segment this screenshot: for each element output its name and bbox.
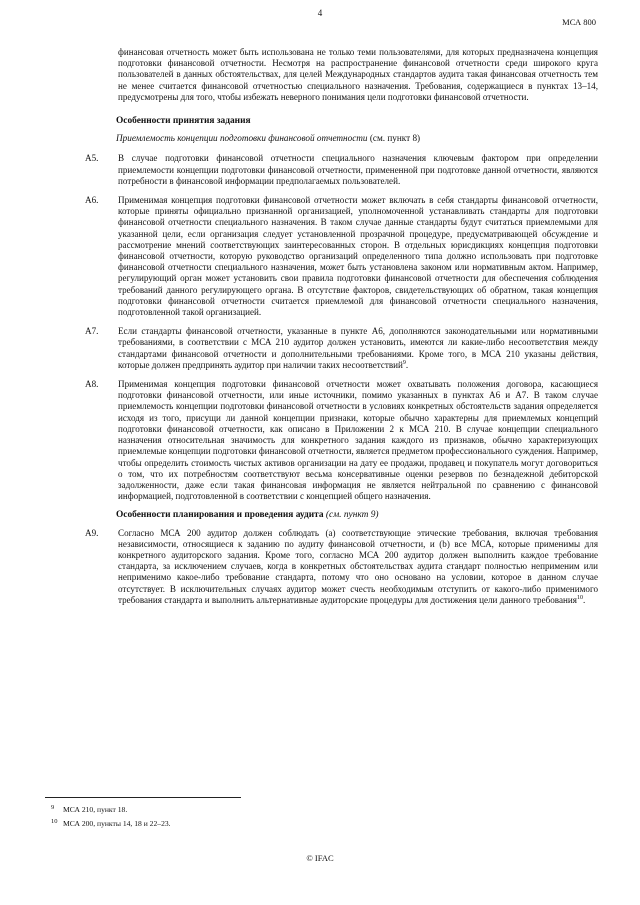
paragraph-a6 [85,195,598,318]
copyright-footer: © IFAC [306,853,334,863]
footnote-ref[interactable]: 9 [402,359,406,366]
paragraph-text: Применимая концепция подготовки финансовой отчетности может включать в себя стандарты финансовой отчетности, которые приняты официально признанной организацией, уполномоченной устанавливать стандарты для подготовки финансовой отчетности специального назначения. В таком случае данные стандарты будут считаться приемлемыми для указанной цели, если организация следует установленной прозрачной процедуре, предусматривающей обсуждение и рассмотрение мнений соответствующих заинтересованных сторон. В отдельных юрисдикциях концепция подготовки финансовой отчетности, которую руководство организаций определенного типа должно использовать при подготовке финансовой отчетности специального назначения, может быть установлена законом или нормативным актом. Например, регулирующий орган может установить свои правила подготовки финансовой отчетности для обеспечения соблюдения требований данного регулирующего органа. В отсутствие факторов, свидетельствующих об обратном, такая концепция подготовки финансовой отчетности считается приемлемой для финансовой отчетности специального назначения, подготовленной такой организацией. [118,195,598,318]
paragraph-number: A8. [85,379,99,390]
paragraph-a7 [85,326,598,371]
footnote-text: МСА 200, пункты 14, 18 и 22–23. [63,819,171,828]
paragraph-a5 [85,153,598,187]
paragraph-text: В случае подготовки финансовой отчетности специального назначения ключевым фактором при определении приемлемости концепции подготовки финансовой отчетности, примененной при подготовке данной отчетности, являются потребности в финансовой информации предполагаемых пользователей. [118,153,598,186]
paragraph-number: A6. [85,195,99,206]
section-heading-planning: Особенности планирования и проведения аудита (см. пункт 9) [116,510,379,521]
footnote-ref[interactable]: 10 [576,594,583,601]
footnote-divider [45,797,241,798]
footnote-9 [51,804,128,815]
section-heading-acceptance: Особенности принятия задания [116,116,251,127]
paragraph-text: Согласно МСА 200 аудитор должен соблюдать (a) соответствующие этические требования, включая требования независимости, относящиеся к заданию по аудиту финансовой отчетности, и (b) все МСА, которые применимы для конкретного аудиторского задания. Кроме того, согласно МСА 200 аудитор должен выполнить каждое требование стандарта, за исключением случаев, когда в конкретных обстоятельствах аудита стандарт полностью неприменим или неприменимо какое-либо требование стандарта, потому что оно основано на условии, которое в данном случае отсутствует. В исключительных случаях аудитор может счесть необходимым отступить от какого-либо применимого требования стандарта и выполнить альтернативные аудиторские процедуры для достижения цели данного требования$^{10}$. [118,527,598,605]
paragraph-a8 [85,379,598,502]
footnote-10 [51,818,171,829]
paragraph-number: A5. [85,153,99,164]
paragraph-a9 [85,527,598,606]
paragraph-number: A9. [85,527,99,538]
page-number: 4 [317,8,323,18]
subheading-acceptability: Приемлемость концепции подготовки финансовой отчетности (см. пункт 8) [116,133,421,144]
paragraph-number: A7. [85,326,99,337]
paragraph-text: Применимая концепция подготовки финансовой отчетности может охватывать положения договора, касающиеся подготовки финансовой отчетности, или иные источники, помимо указанных в пунктах A6 и A7. В таком случае приемлемость концепции подготовки финансовой отчетности в условиях конкретных обстоятельств задания определяется исходя из того, присущи ли данной концепции признаки, которые обычно характерны для приемлемых концепций подготовки финансовой отчетности, как описано в Приложении 2 к МСА 210. В случае концепции специального назначения относительная значимость для конкретного задания каждого из признаков, обычно характеризующих приемлемые концепции подготовки финансовой отчетности, является предметом профессионального суждения. Например, чтобы определить стоимость чистых активов организации на дату ее продажи, продавец и покупатель могут договориться о том, что их потребностям соответствуют весьма консервативные оценки резервов по безнадежной дебиторской задолженности, даже если такая финансовая информация не является нейтральной по сравнению с финансовой информацией, подготовленной в соответствии с концепцией общего назначения. [118,379,598,502]
footnote-number: 9 [51,804,55,811]
main-content [85,47,598,614]
paragraph-text: Если стандарты финансовой отчетности, указанные в пункте A6, дополняются законодательными или нормативными требованиями, в соответствии с МСА 210 аудитор должен установить, имеются ли какие-либо несоответствия между стандартами финансовой отчетности и дополнительными требованиями. Кроме того, в МСА 210 указаны действия, которые должен предпринять аудитор при наличии таких несоответствий$^9$. [118,326,598,370]
intro-paragraph: финансовая отчетность может быть использована не только теми пользователями, для которых предназначена концепция подготовки финансовой отчетности. Несмотря на распространение финансовой отчетности среди широкого круга пользователей в данных обстоятельствах, для целей Международных стандартов аудита такая финансовая отчетность тем не менее считается финансовой отчетностью специального назначения. Требования, содержащиеся в пунктах 13–14, предусмотрены для того, чтобы избежать неверного понимания цели подготовки финансовой отчетности. [118,47,598,102]
footnote-text: МСА 210, пункт 18. [63,805,128,814]
document-code: МСА 800 [562,17,596,27]
footnote-number: 10 [51,818,58,825]
